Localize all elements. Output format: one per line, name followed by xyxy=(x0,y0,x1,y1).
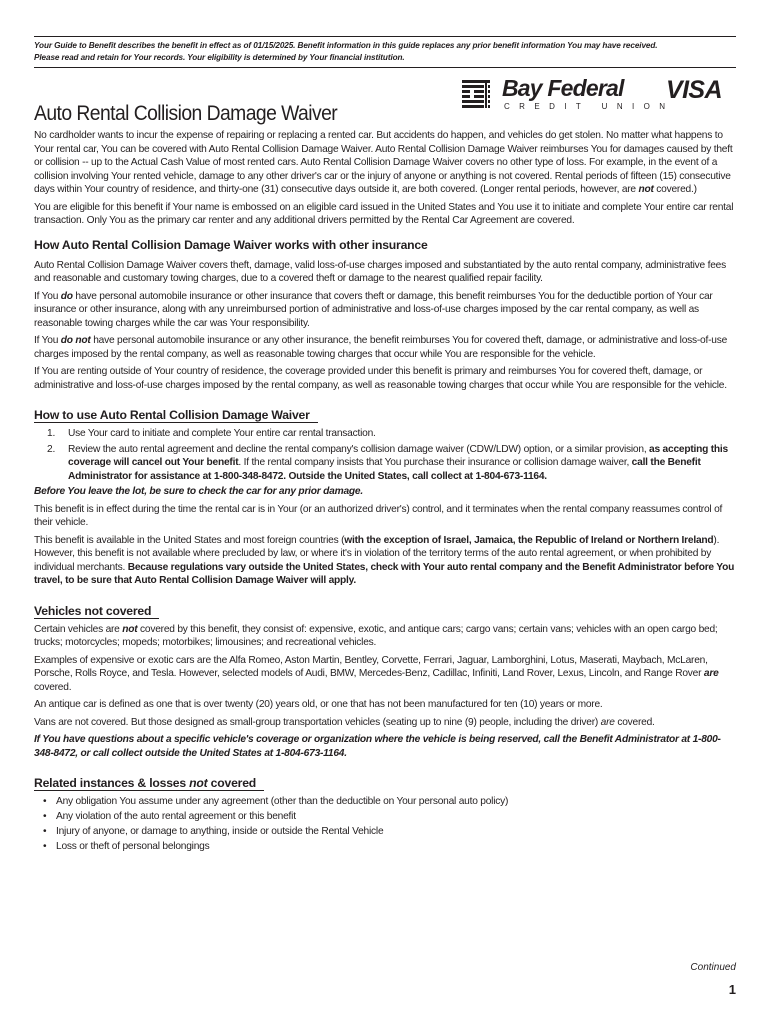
vehicles-paragraph-2 xyxy=(34,654,736,695)
text-emphasis: not xyxy=(638,184,654,195)
intro-paragraph-1 xyxy=(34,129,736,197)
bank-subtitle: CREDIT UNION xyxy=(504,102,675,111)
disclaimer xyxy=(34,37,736,67)
bullet-icon: • xyxy=(43,841,47,852)
text: covered by this benefit, they consist of: expensive, exotic, and antique cars; cargo vans; certain vans; vehicles with an open cargo bed; trucks; motorcycles; mopeds; motorbikes; limousines; and recreational vehicles. xyxy=(34,623,718,648)
text: have personal automobile insurance or any other insurance, the benefit reimburses You for covered theft, damage, or administrative and loss-of-use charges imposed by the rental company, as well as reasonable towing charges that occur while You are responsible for the vehicle. xyxy=(34,335,728,360)
text-bold: with the exception of Israel, Jamaica, the Republic of Ireland or Northern Ireland xyxy=(344,534,714,546)
text: Loss or theft of personal belongings xyxy=(56,841,210,852)
text: Certain vehicles are xyxy=(34,623,123,635)
damage-check-note: Before You leave the lot, be sure to check the car for any prior damage. xyxy=(34,486,363,497)
text: Review the auto rental agreement and decline the rental company's collision damage waiver (CDW/LDW) option, or a similar provision, xyxy=(68,443,650,455)
bank-building-icon xyxy=(460,79,496,111)
bank-name: Bay Federal xyxy=(502,75,624,101)
vehicles-paragraph-1 xyxy=(34,623,736,650)
text-bold: call the Benefit Administrator for assistance at 1-800-348-8472. Outside the United States, call collect at 1-804-673-1164. xyxy=(68,457,701,482)
visa-logo: VISA xyxy=(666,76,722,104)
bullet-icon: • xyxy=(43,826,47,837)
disclaimer-line-1: Your Guide to Benefit describes the benefit in effect as of 01/15/2025. Benefit information in this guide replaces any prior benefit information You may have received. xyxy=(34,41,658,50)
section-heading-other-insurance: How Auto Rental Collision Damage Waiver works with other insurance xyxy=(34,237,428,252)
text-emphasis: not xyxy=(122,623,138,635)
text: covered.) xyxy=(653,184,697,195)
text: . If the rental company insists that You purchase their insurance or collision damage waiver, xyxy=(238,457,632,468)
text: This benefit is available in the United States and most foreign countries ( xyxy=(34,534,345,546)
text-emphasis: are xyxy=(703,668,719,679)
page-title: Auto Rental Collision Damage Waiver xyxy=(34,102,338,125)
text: If You xyxy=(34,335,61,346)
header xyxy=(34,68,736,130)
text: Examples of expensive or exotic cars are the Alfa Romeo, Aston Martin, Bentley, Corvette, Ferrari, Jaguar, Lamborghini, Lotus, Maserati, Maybach, McLaren, Porsche, Rolls Royce, and Tesla. However, selected models of Audi, BMW, Mercedes-Benz, Cadillac, Infiniti, Land Rover, Lexus, Lincoln, and Range Rover xyxy=(34,654,708,679)
text: covered xyxy=(207,776,257,790)
list-item xyxy=(34,443,736,484)
text: have personal automobile insurance or other insurance that covers theft or damage, this benefit reimburses You for the deductible portion of Your car insurance or other insurance, along with any unreimbursed portion of administrative and loss-of-use charges imposed by the car rental company, as well as reasonable towing charges while the car was Your responsibility. xyxy=(34,290,713,329)
text: Use Your card to initiate and complete Your entire car rental transaction. xyxy=(68,428,376,439)
list-item xyxy=(34,795,736,809)
related-list xyxy=(34,795,736,854)
text: Vans are not covered. But those designed as small-group transportation vehicles (seating up to nine (9) people, including the driver) xyxy=(34,716,601,728)
bullet-icon: • xyxy=(43,796,47,807)
other-insurance-paragraph-1: Auto Rental Collision Damage Waiver covers theft, damage, valid loss-of-use charges imposed and substantiated by the auto rental company, administrative fees and reasonable and customary towing charges, due to a covered theft or damage to the nearest qualified repair facility. xyxy=(34,259,726,284)
section-heading-related xyxy=(34,776,264,791)
steps-list xyxy=(34,427,736,483)
page xyxy=(34,36,736,130)
vehicles-paragraph-4 xyxy=(34,716,736,730)
page-number: 1 xyxy=(728,982,736,997)
text-emphasis: do xyxy=(60,290,73,302)
text: Any obligation You assume under any agreement (other than the deductible on Your personal auto policy) xyxy=(56,796,509,807)
content xyxy=(34,129,736,855)
text-italic: are xyxy=(600,716,615,728)
other-insurance-paragraph-3 xyxy=(34,334,736,361)
vehicles-contact-note: If You have questions about a specific vehicle's coverage or organization where the vehicle is being reserved, call the Benefit Administrator at 1-800-348-8472, or call collect outside the United States at 1-804-673-1164. xyxy=(34,734,721,759)
text: covered. xyxy=(614,716,655,728)
intro-paragraph-2: You are eligible for this benefit if Your name is embossed on an eligible card issued in the United States and You use it to initiate and complete Your entire car rental transaction. Only You as the primary car renter and any additional drivers permitted by the Rental Car Agreement are covered. xyxy=(34,201,734,226)
text: covered. xyxy=(34,681,72,693)
list-item xyxy=(34,825,736,839)
how-to-use-paragraph-2 xyxy=(34,534,736,588)
text-emphasis: do not xyxy=(60,335,91,346)
text: If You xyxy=(34,290,61,302)
section-heading-how-to-use: How to use Auto Rental Collision Damage Waiver xyxy=(34,408,318,423)
continued-label: Continued xyxy=(690,962,736,973)
vehicles-paragraph-3: An antique car is defined as one that is over twenty (20) years old, or one that has not been manufactured for ten (10) years or more. xyxy=(34,699,603,710)
list-item xyxy=(34,840,736,854)
section-heading-vehicles: Vehicles not covered xyxy=(34,604,159,619)
list-number: 1. xyxy=(47,428,56,439)
how-to-use-paragraph-1: This benefit is in effect during the time the rental car is in Your (or an authorized driver's) control, and it terminates when the rental company reassumes control of their vehicle. xyxy=(34,503,723,528)
text: Injury of anyone, or damage to anything, inside or outside the Rental Vehicle xyxy=(56,826,384,837)
list-number: 2. xyxy=(47,443,56,455)
disclaimer-line-2: Please read and retain for Your records. Your eligibility is determined by Your financial institution. xyxy=(34,53,405,62)
bullet-icon: • xyxy=(43,811,47,822)
text: ). However, this benefit is not available where precluded by law, or where it's in violation of the territory terms of the auto rental agreement, or when prohibited by individual merchants. xyxy=(34,534,720,573)
text-bold: as accepting this coverage will cancel out Your benefit xyxy=(68,443,728,468)
text-italic: not xyxy=(189,776,208,790)
other-insurance-paragraph-4: If You are renting outside of Your country of residence, the coverage provided under this benefit is primary and reimburses You for covered theft, damage, or administrative and loss-of-use charges imposed by the rental company, as well as reasonable towing charges that occur while You are responsible for the vehicle. xyxy=(34,366,727,391)
text: Any violation of the auto rental agreement or this benefit xyxy=(56,811,296,822)
list-item xyxy=(34,427,736,441)
other-insurance-paragraph-2 xyxy=(34,290,736,331)
text: No cardholder wants to incur the expense of repairing or replacing a rented car. But accidents do happen, and vehicles do get stolen. No matter what happens to Your rental car, You can be covered with Auto Rental Collision Damage Waiver. Auto Rental Collision Damage Waiver reimburses You for damages caused by theft or collision -- up to the Actual Cash Value of most rented cars. Auto Rental Collision Damage Waiver covers no other type of loss. For example, in the event of a collision involving Your rented vehicle, damage to any other driver's car or the injury of anyone or anything is not covered. Rental periods of fifteen (15) consecutive days within Your country of residence, and thirty-one (31) consecutive days outside it, are both covered. (Longer rental periods, however, are xyxy=(34,130,733,195)
list-item xyxy=(34,810,736,824)
logo-block xyxy=(460,77,738,117)
text: Related instances & losses xyxy=(34,776,190,790)
text-bold: Because regulations vary outside the United States, check with Your auto rental company and the Benefit Administrator before You travel, to be sure that Auto Rental Collision Damage Waiver will apply. xyxy=(34,561,735,586)
